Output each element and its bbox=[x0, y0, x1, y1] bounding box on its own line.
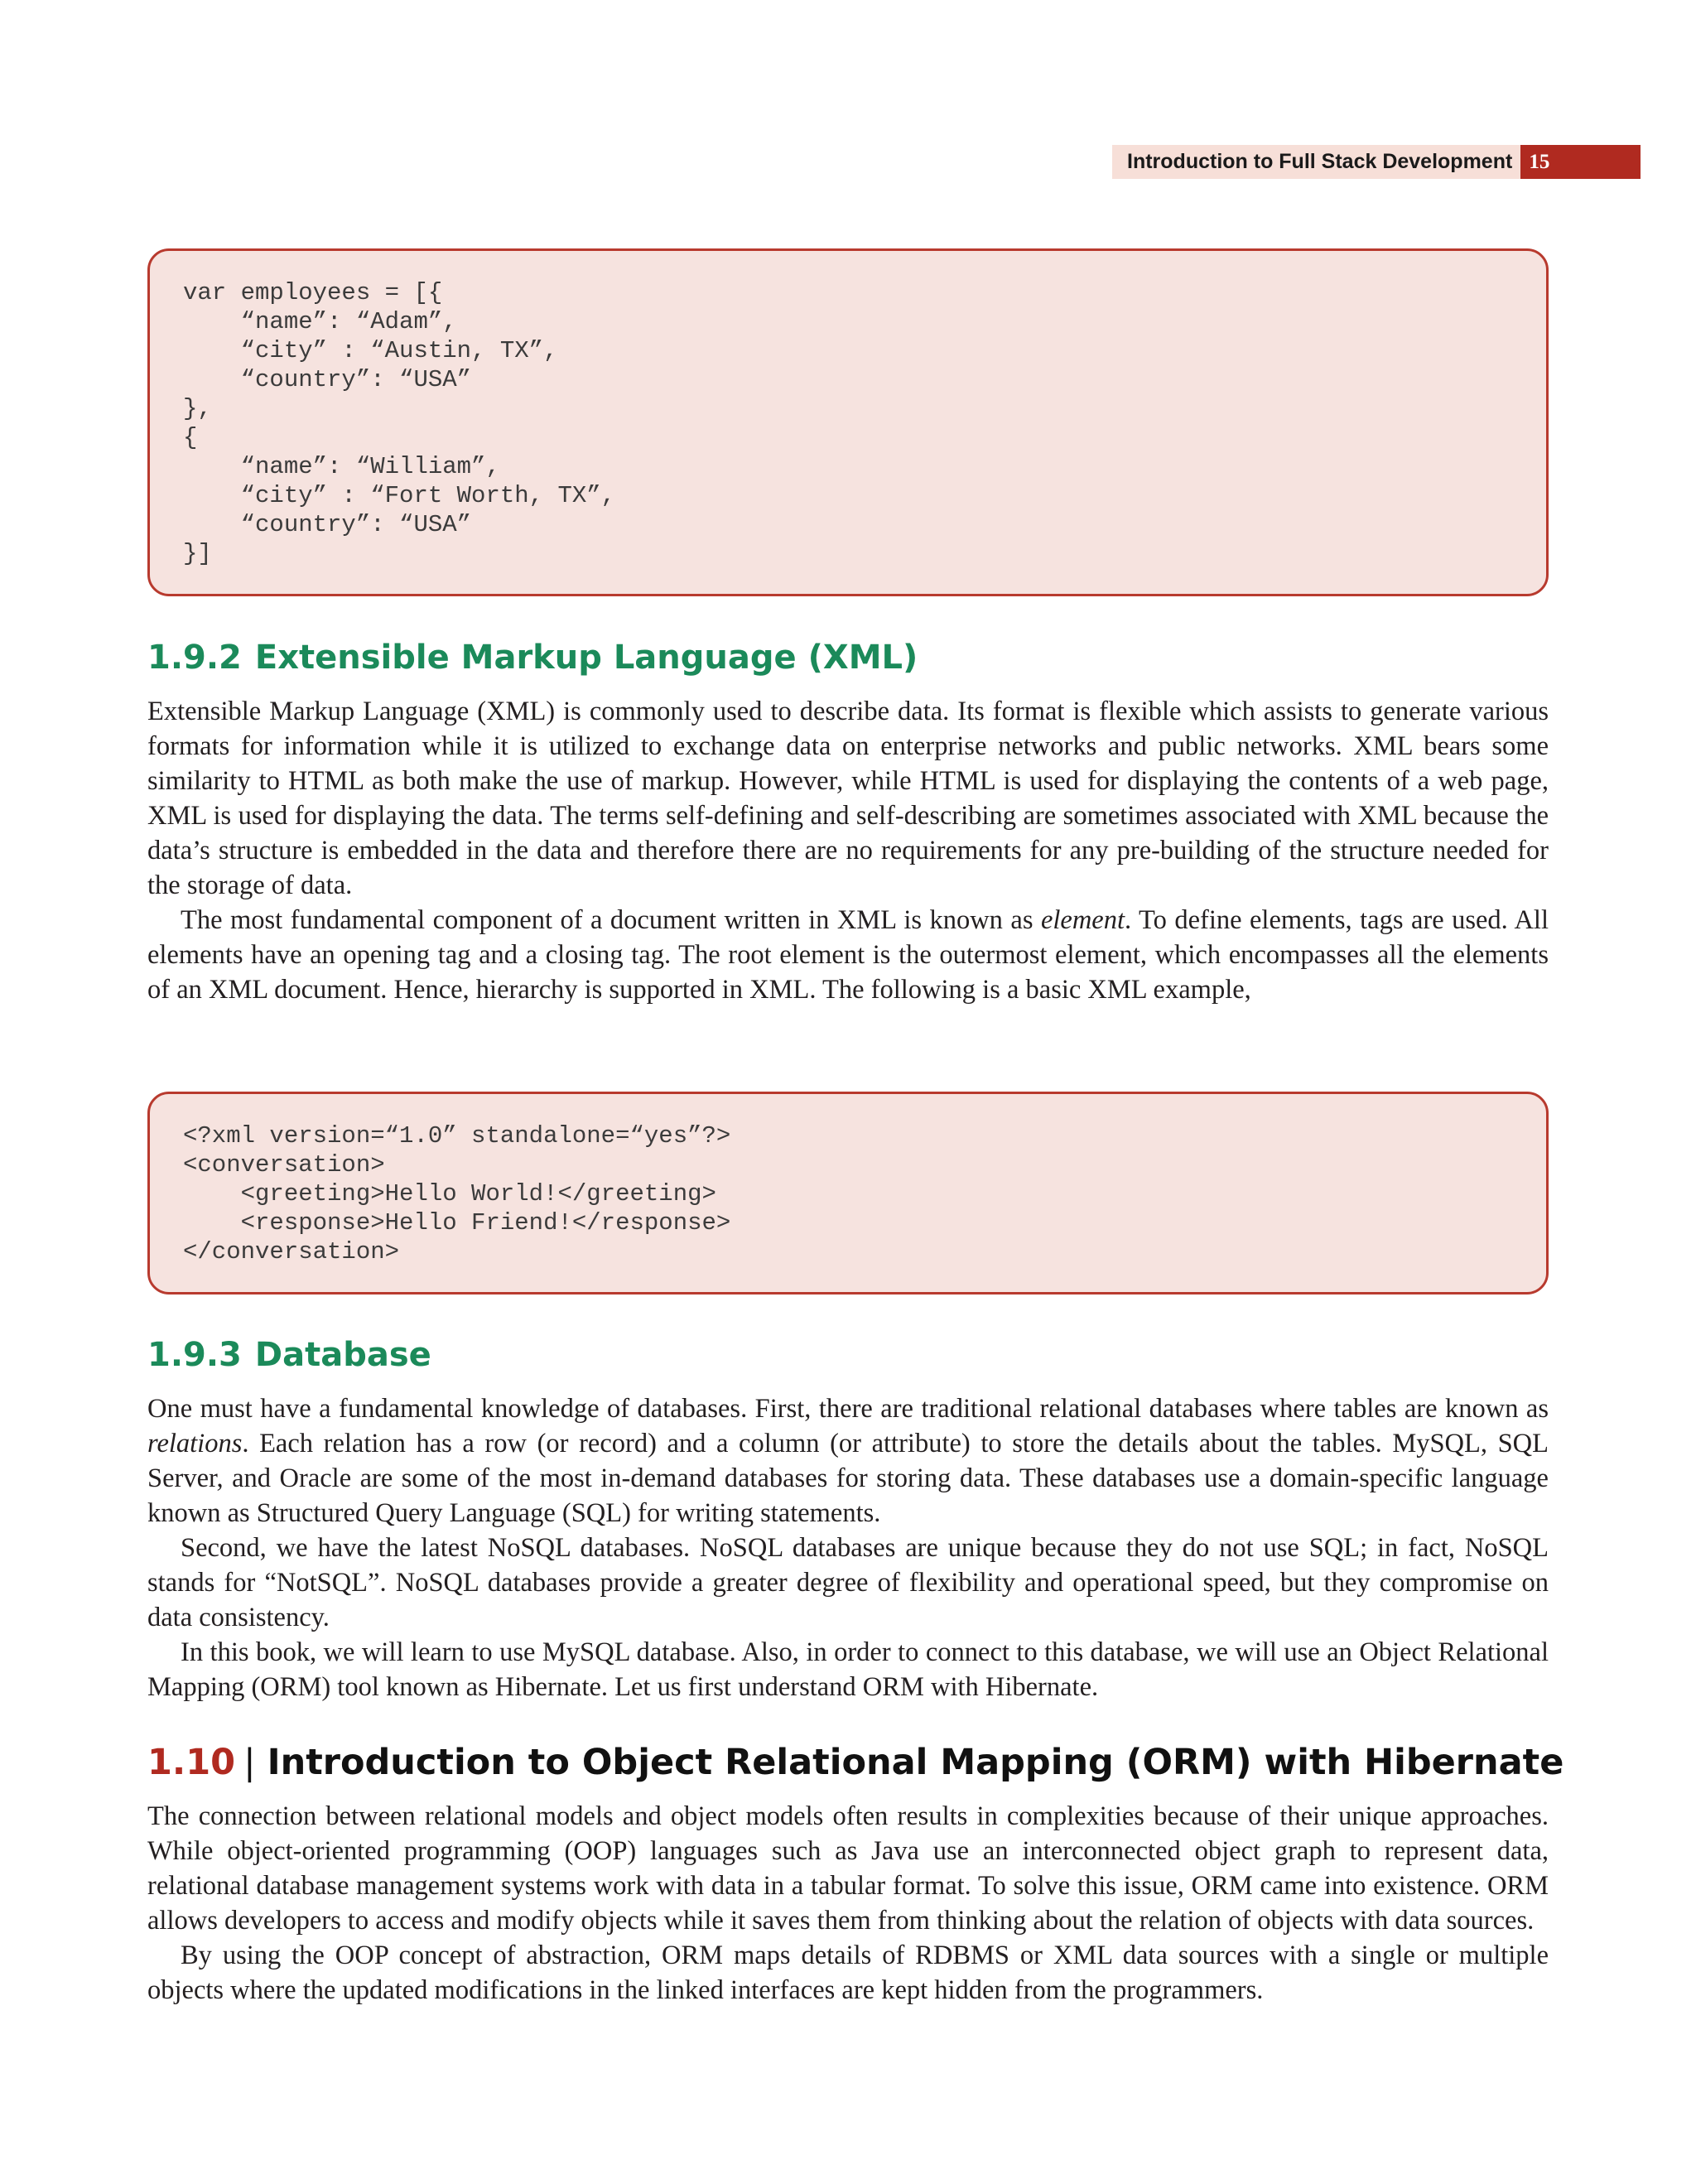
paragraph: The connection between relational models and object models often results in complexities because of their unique approaches. While object-oriented programming (OOP) languages such as Java use an interconnected object graph to represent data, relational database management systems work with data in a tabular format. To solve this issue, ORM came into existence. ORM allows developers to access and modify objects while it saves them from thinking about the relation of objects with data sources. bbox=[147, 1801, 1549, 1936]
code-lines-json: var employees = [{ “name”: “Adam”, “city” : “Austin, TX”, “country”: “USA” }, { “name”: “William”, “city” : “Fort Worth, TX”, “country”: “USA” }] bbox=[183, 279, 616, 567]
code-block-json bbox=[147, 248, 1549, 596]
heading-separator: | bbox=[243, 1742, 256, 1783]
section-body-xml bbox=[147, 694, 1549, 1007]
emphasis-term: element bbox=[1040, 905, 1125, 935]
section-body-orm bbox=[147, 1799, 1549, 2008]
section-title: Database bbox=[254, 1336, 431, 1374]
text-run: One must have a fundamental knowledge of databases. First, there are traditional relational databases where tables are known as bbox=[147, 1394, 1549, 1424]
section-title: Introduction to Object Relational Mapping (ORM) with Hibernate bbox=[267, 1742, 1564, 1783]
section-number: 1.9.3 bbox=[147, 1336, 242, 1374]
paragraph: Second, we have the latest NoSQL databases. NoSQL databases are unique because they do not use SQL; in fact, NoSQL stands for “NotSQL”. NoSQL databases provide a greater degree of flexibility and operational speed, but they compromise on data consistency. bbox=[147, 1533, 1549, 1632]
text-run: . To define elements, tags are used. All elements have an opening tag and a closing tag. The root element is the outermost element, which encompasses all the elements of an XML document. Hence, hierarchy is supported in XML. The following is a basic XML example, bbox=[147, 905, 1549, 1005]
section-body-database bbox=[147, 1391, 1549, 1704]
paragraph bbox=[147, 1391, 1549, 1531]
emphasis-term: relations bbox=[147, 1429, 243, 1458]
running-header-title: Introduction to Full Stack Development bbox=[1112, 145, 1520, 179]
running-header bbox=[1112, 145, 1641, 179]
paragraph: Extensible Markup Language (XML) is commonly used to describe data. Its format is flexible which assists to generate various formats for information while it is utilized to exchange data on enterprise networks and public networks. XML bears some similarity to HTML as both make the use of markup. However, while HTML is used for displaying the contents of a web page, XML is used for displaying the data. The terms self-defining and self-describing are sometimes associated with XML because the data’s structure is embedded in the data and therefore there are no requirements for any pre-building of the structure needed for the storage of data. bbox=[147, 697, 1549, 900]
code-block-xml bbox=[147, 1092, 1549, 1294]
section-heading-orm bbox=[147, 1739, 1564, 1786]
paragraph: By using the OOP concept of abstraction, ORM maps details of RDBMS or XML data sources with a single or multiple objects where the updated modifications in the linked interfaces are kept hidden from the programmers. bbox=[147, 1941, 1549, 2005]
section-number: 1.9.2 bbox=[147, 639, 242, 677]
paragraph: In this book, we will learn to use MySQL database. Also, in order to connect to this database, we will use an Object Relational Mapping (ORM) tool known as Hibernate. Let us first understand ORM with Hibernate. bbox=[147, 1637, 1549, 1702]
section-heading-database bbox=[147, 1335, 431, 1375]
text-run: . Each relation has a row (or record) and a column (or attribute) to store the details about the tables. MySQL, SQL Server, and Oracle are some of the most in-demand databases for storing data. These databases use a domain-specific language known as Structured Query Language (SQL) for writing statements. bbox=[147, 1429, 1549, 1528]
section-number: 1.10 bbox=[147, 1742, 236, 1783]
paragraph bbox=[147, 903, 1549, 1007]
text-run: The most fundamental component of a document written in XML is known as bbox=[181, 905, 1041, 935]
page-number: 15 bbox=[1520, 145, 1641, 179]
section-heading-xml bbox=[147, 638, 918, 677]
code-lines-xml: <?xml version=“1.0” standalone=“yes”?> <conversation> <greeting>Hello World!</greeting> <response>Hello Friend!</response> </conversation> bbox=[183, 1122, 731, 1266]
section-title: Extensible Markup Language (XML) bbox=[254, 639, 918, 677]
